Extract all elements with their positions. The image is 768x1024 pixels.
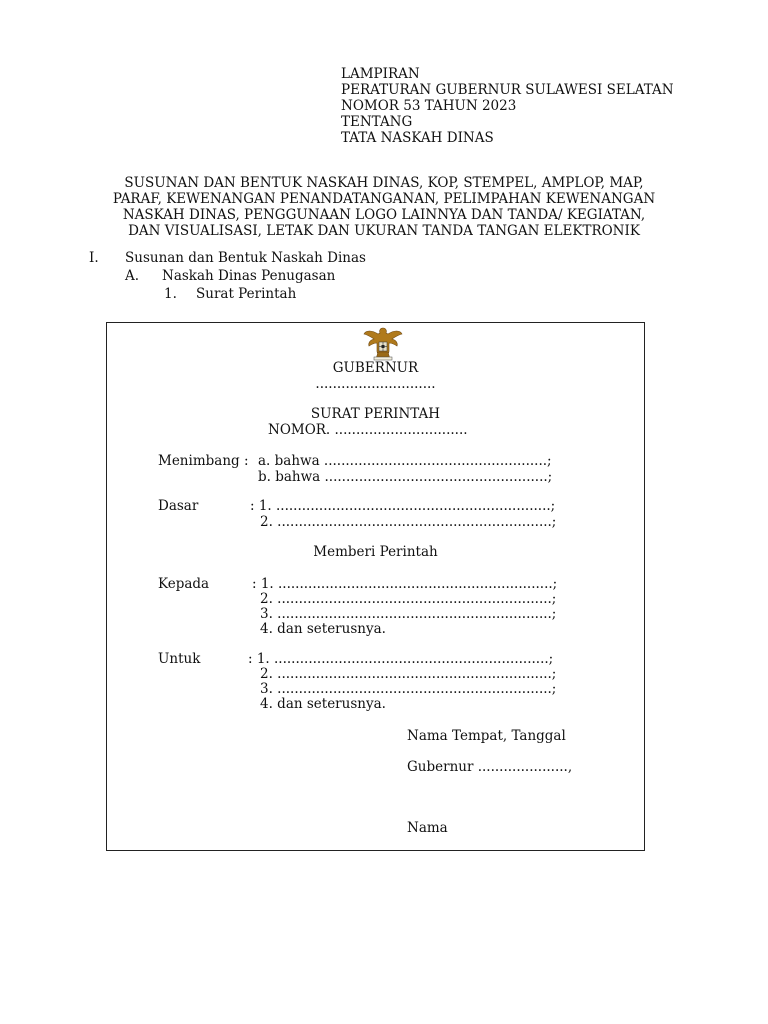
header-line-tentang: TENTANG [341,114,413,130]
outline-l3-text: Surat Perintah [196,286,297,302]
menimbang-item: a. bahwa ....................................................; [258,453,552,469]
untuk-label: Untuk [158,651,201,667]
institution-title: GUBERNUR [332,360,419,376]
title-line: PARAF, KEWENANGAN PENANDATANGANAN, PELIMPAHAN KEWENANGAN [112,191,656,207]
place-date: Nama Tempat, Tanggal [407,728,566,744]
untuk-item: : 1. ................................................................; [248,651,554,667]
kepada-item: 4. dan seterusnya. [260,621,386,637]
outline-l1-number: I. [89,250,99,266]
institution-placeholder: ............................ [315,376,436,392]
letter-type: SURAT PERINTAH [310,406,441,422]
garuda-emblem-icon [362,324,404,362]
outline-l2-number: A. [125,268,140,284]
document-title [0,175,768,239]
dasar-item: 2. ................................................................; [260,514,557,530]
title-line: NASKAH DINAS, PENGGUNAAN LOGO LAINNYA DAN TANDA/ KEGIATAN, [122,207,646,223]
outline-l3-number: 1. [164,286,177,302]
signer-name: Nama [407,820,448,836]
kepada-item: 2. ................................................................; [260,591,557,607]
untuk-item: 3. ................................................................; [260,681,557,697]
letter-number: NOMOR. ............................... [268,422,468,438]
title-line: DAN VISUALISASI, LETAK DAN UKURAN TANDA TANGAN ELEKTRONIK [128,223,640,239]
header-line-lampiran: LAMPIRAN [341,66,420,82]
title-line: SUSUNAN DAN BENTUK NASKAH DINAS, KOP, STEMPEL, AMPLOP, MAP, [124,175,644,191]
signer-title: Gubernur ....................., [407,759,573,775]
untuk-item: 4. dan seterusnya. [260,696,386,712]
menimbang-item: b. bahwa ....................................................; [258,469,553,485]
outline-l1-text: Susunan dan Bentuk Naskah Dinas [125,250,366,266]
header-line-subject: TATA NASKAH DINAS [341,130,494,146]
header-line-number: NOMOR 53 TAHUN 2023 [341,98,517,114]
header-line-regulation: PERATURAN GUBERNUR SULAWESI SELATAN [341,82,674,98]
attachment-header [341,66,674,146]
dasar-item: : 1. ................................................................; [250,498,556,514]
section-heading: Memberi Perintah [313,544,438,560]
kepada-item: : 1. ................................................................; [252,576,558,592]
kepada-item: 3. ................................................................; [260,606,557,622]
outline-l2-text: Naskah Dinas Penugasan [162,268,336,284]
menimbang-label: Menimbang : [158,453,249,469]
untuk-item: 2. ................................................................; [260,666,557,682]
dasar-label: Dasar [158,498,199,514]
kepada-label: Kepada [158,576,210,592]
